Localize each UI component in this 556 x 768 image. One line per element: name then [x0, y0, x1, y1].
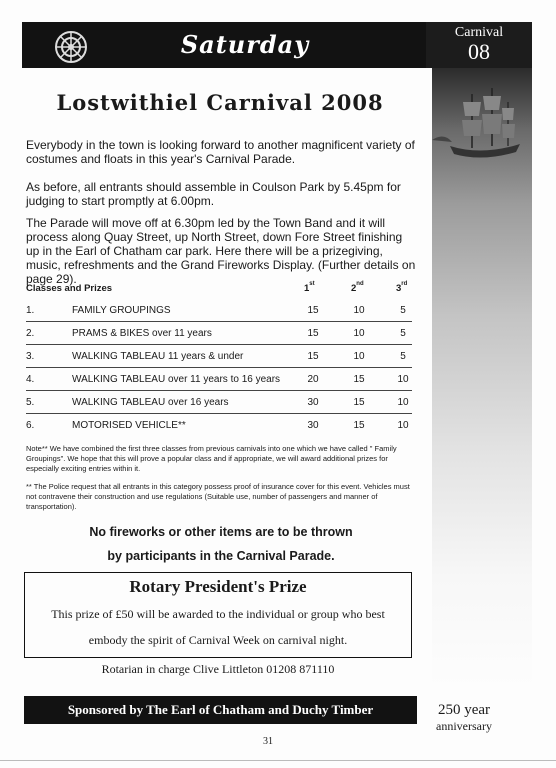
table-row [26, 391, 412, 414]
third-prize-value: 10 [397, 397, 409, 408]
third-prize-value: 5 [400, 305, 406, 316]
first-prize-value: 30 [307, 420, 319, 431]
warning-line-2: by participants in the Carnival Parade. [107, 549, 335, 563]
class-name: WALKING TABLEAU over 16 years [72, 397, 229, 408]
third-prize-value: 10 [397, 420, 409, 431]
fireworks-warning [26, 520, 416, 568]
third-prize-heading: 3rd [396, 281, 408, 294]
second-prize-value: 15 [353, 420, 365, 431]
table-row [26, 345, 412, 368]
second-prize-value: 10 [353, 351, 365, 362]
warning-line-1: No fireworks or other items are to be thrown [89, 525, 353, 539]
carnival-label: Carnival [454, 25, 504, 40]
class-number: 4. [26, 374, 35, 385]
first-prize-value: 15 [307, 305, 319, 316]
police-insurance-note: ** The Police request that all entrants in this category possess proof of insurance cover for this event. Vehicles must not contravene their construction and use regulations (Suitable use, number of passengers and manner of transportation). [26, 482, 410, 511]
rotary-wheel-icon [54, 30, 88, 64]
third-prize-value: 10 [397, 374, 409, 385]
first-prize-heading: 1st [304, 281, 315, 294]
assembly-paragraph: As before, all entrants should assemble in Coulson Park by 5.45pm for judging to start promptly at 6.00pm. [26, 180, 401, 208]
table-row [26, 322, 412, 345]
prize-line-2: embody the spirit of Carnival Week on carnival night. [88, 633, 348, 647]
page-number: 31 [263, 736, 273, 747]
class-name: WALKING TABLEAU 11 years & under [72, 351, 244, 362]
anniversary-label [426, 702, 502, 734]
tall-ship-illustration [432, 74, 532, 174]
table-row [26, 414, 412, 436]
carnival-year-badge [426, 22, 532, 68]
third-prize-value: 5 [400, 328, 406, 339]
prize-title: Rotary President's Prize [129, 577, 307, 596]
class-name: WALKING TABLEAU over 11 years to 16 years [72, 374, 281, 385]
page-title: Lostwithiel Carnival 2008 [56, 90, 384, 115]
rotary-prize-box [24, 572, 412, 658]
table-row [26, 299, 412, 322]
first-prize-value: 20 [307, 374, 319, 385]
intro-paragraph: Everybody in the town is looking forward to another magnificent variety of costumes and floats in this year's Carnival Parade. [26, 138, 415, 166]
second-prize-value: 10 [353, 328, 365, 339]
prize-description [25, 601, 411, 653]
first-prize-value: 15 [307, 351, 319, 362]
anniversary-word: anniversary [436, 719, 492, 733]
class-number: 6. [26, 420, 35, 431]
page-edge-rule [0, 760, 556, 761]
classes-heading: Classes and Prizes [26, 283, 113, 294]
class-number: 5. [26, 397, 35, 408]
second-prize-value: 15 [353, 397, 365, 408]
table-row [26, 368, 412, 391]
second-prize-heading: 2nd [351, 281, 364, 294]
class-number: 2. [26, 328, 35, 339]
prize-line-1: This prize of £50 will be awarded to the individual or group who best [51, 607, 385, 621]
class-number: 3. [26, 351, 35, 362]
class-name: FAMILY GROUPINGS [72, 305, 171, 316]
rotarian-contact: Rotarian in charge Clive Littleton 01208 871110 [101, 662, 335, 676]
class-name: MOTORISED VEHICLE** [72, 420, 186, 431]
carnival-year: 08 [468, 39, 490, 64]
class-name: PRAMS & BIKES over 11 years [72, 328, 212, 339]
second-prize-value: 15 [353, 374, 365, 385]
third-prize-value: 5 [400, 351, 406, 362]
day-heading: Saturday [180, 30, 310, 59]
family-groupings-note: Note** We have combined the first three classes from previous carnivals into one which we have called " Family Groupings". We hope that this will prove a popular class and if appropriate, we will award additional prizes for especially exciting entries within it. [26, 444, 397, 473]
anniversary-years: 250 year [437, 702, 491, 718]
sponsor-banner: Sponsored by The Earl of Chatham and Duchy Timber [24, 696, 417, 724]
first-prize-value: 15 [307, 328, 319, 339]
first-prize-value: 30 [307, 397, 319, 408]
prizes-table-header [26, 283, 416, 297]
class-number: 1. [26, 305, 35, 316]
second-prize-value: 10 [353, 305, 365, 316]
route-paragraph: The Parade will move off at 6.30pm led by the Town Band and it will process along Quay Street, up North Street, down Fore Street finishing up in the Earl of Chatham car park. Here there will be a prizegiving, music, refreshments and the Grand Fireworks Display. (Further details on page 29). [26, 216, 416, 286]
